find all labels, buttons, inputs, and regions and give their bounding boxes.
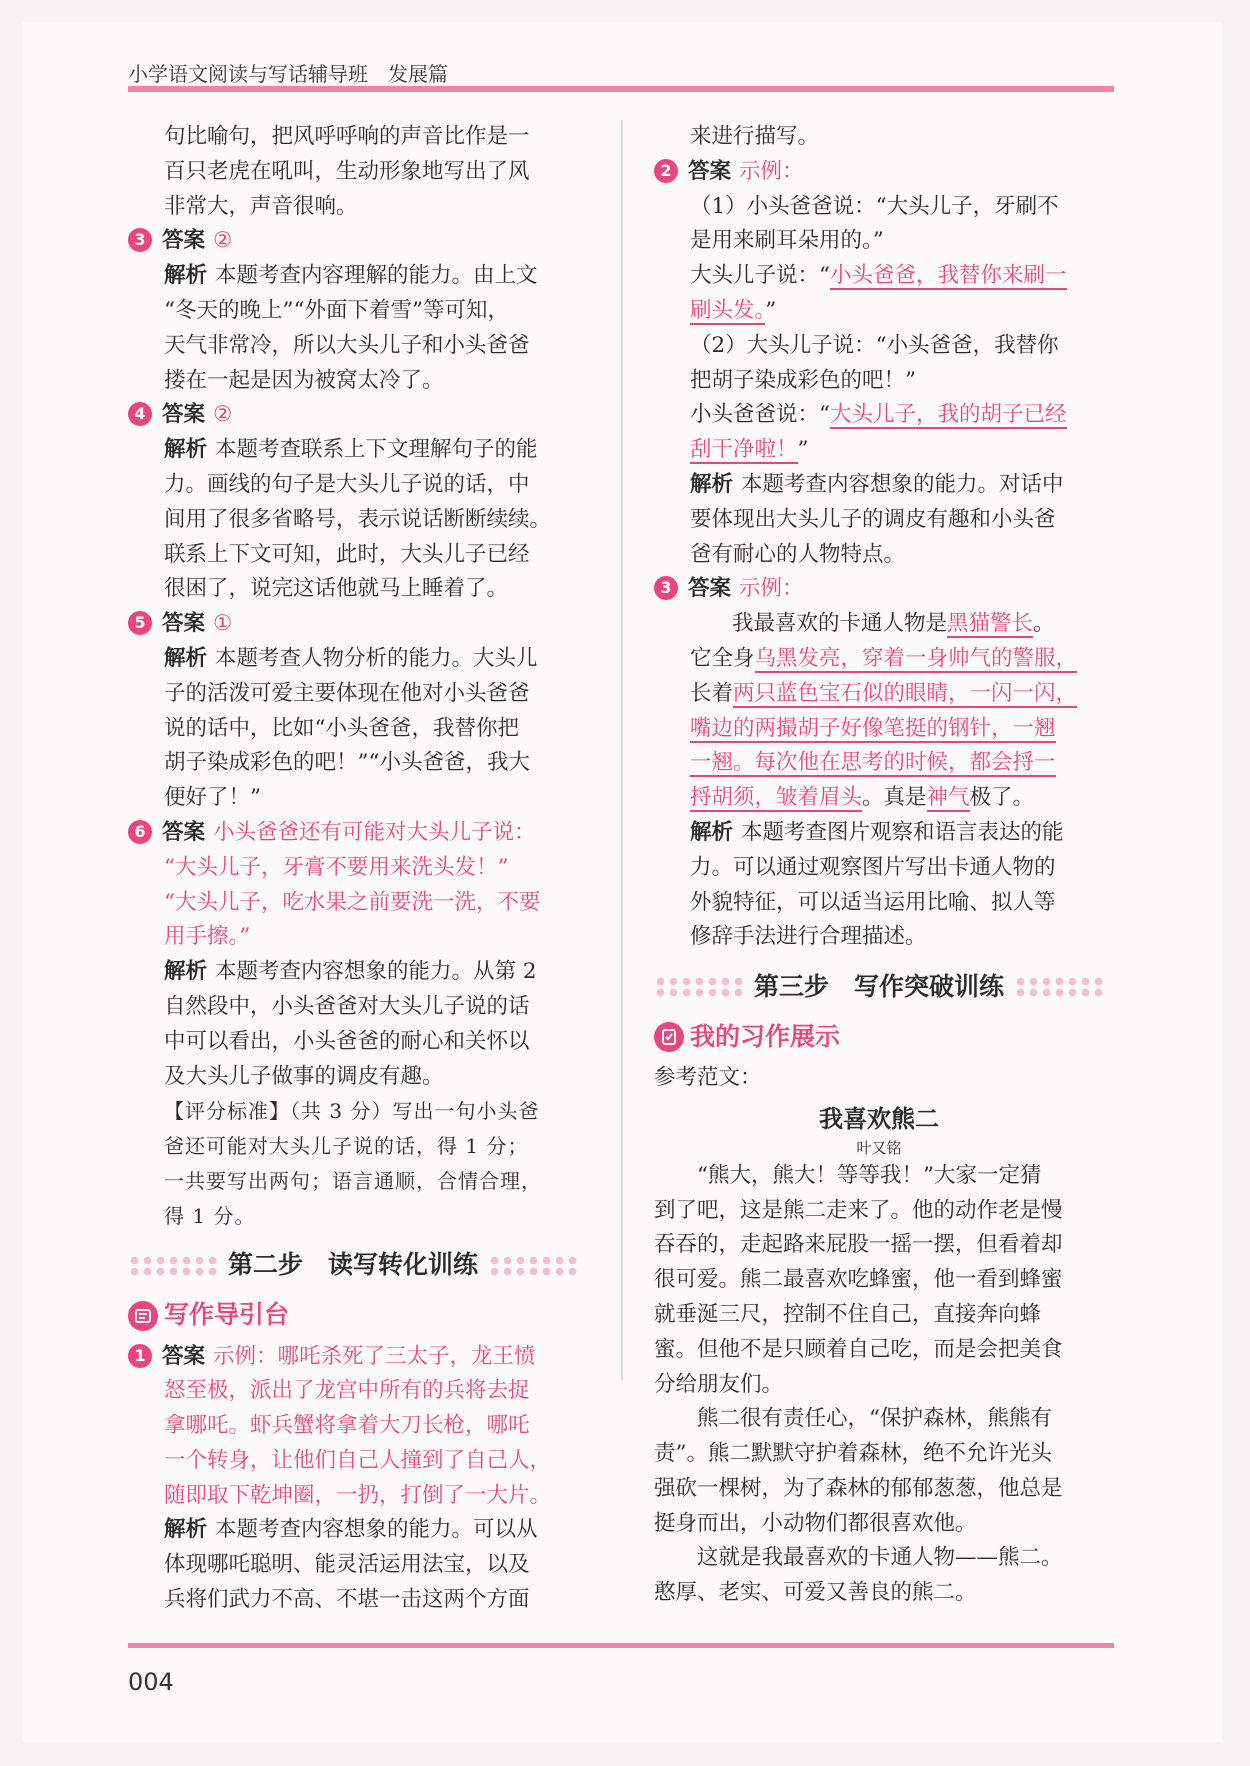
answer-fill: 神气	[926, 785, 970, 811]
answer-label: 答案	[162, 819, 206, 845]
question-number-badge: 1	[128, 1344, 152, 1368]
footer-rule	[128, 1643, 1114, 1648]
answer-label: 答案	[162, 611, 206, 637]
text-line: 要体现出大头儿子的调皮有趣和小头爸	[690, 506, 1056, 532]
text-line: 句比喻句，把风呼呼响的声音比作是一	[164, 124, 530, 149]
text-line: （1）小头爸爸说：“大头儿子，牙刷不	[690, 193, 1059, 219]
header-rule	[128, 86, 1114, 92]
analysis-label: 解析	[164, 645, 208, 671]
text-line: 这就是我最喜欢的卡通人物——熊二。	[697, 1545, 1063, 1571]
essay-paragraph-1	[654, 1159, 1104, 1403]
text-line: 来进行描写。	[690, 124, 820, 149]
question-number-badge: 4	[128, 402, 152, 426]
question-number-badge: 3	[654, 576, 678, 600]
scoring-line: 爸还可能对大头儿子说的话，得 1 分；	[164, 1134, 529, 1159]
section-title: 写作导引台	[164, 1300, 290, 1330]
text-line: 挺身而出，小动物们都很喜欢他。	[654, 1510, 977, 1536]
text-line: 怒至极，派出了龙宫中所有的兵将去捉	[164, 1378, 530, 1404]
answer-label: 答案	[162, 228, 206, 254]
answer-fill: 刷头发。	[690, 297, 766, 323]
text-span: 。真是	[862, 785, 927, 811]
section-title: 我的习作展示	[690, 1021, 841, 1051]
dots-decoration	[1014, 976, 1104, 998]
text-line: “大头儿子，牙膏不要用来洗头发！”	[164, 854, 509, 880]
example-label: 示例：	[739, 576, 804, 602]
scoring-line: 得 1 分。	[164, 1203, 256, 1228]
text-line: 用手擦。”	[164, 924, 251, 950]
text-line: 间用了很多省略号，表示说话断断续续。	[164, 506, 552, 532]
text-span: 它全身	[690, 645, 755, 671]
text-line: 本题考查图片观察和语言表达的能	[741, 819, 1064, 845]
text-line: 体现哪吒聪明、能灵活运用法宝，以及	[164, 1552, 530, 1578]
essay-paragraph-2	[654, 1402, 1104, 1541]
text-line: 到了吧，这是熊二走来了。他的动作老是慢	[654, 1197, 1063, 1223]
answer-fill: 小头爸爸，我替你来刷一	[830, 263, 1067, 289]
text-line: 熊二很有责任心，“保护森林，熊熊有	[697, 1406, 1052, 1432]
section-writing-guide	[128, 1294, 578, 1338]
running-header: 小学语文阅读与写话辅导班 发展篇	[128, 62, 448, 86]
answer-value: 小头爸爸还有可能对大头儿子说：	[213, 819, 536, 845]
answer-fill: 两只蓝色宝石似的眼睛，一闪一闪，	[733, 680, 1078, 706]
section-my-essay	[654, 1015, 1104, 1059]
text-line: 非常大，声音很响。	[164, 193, 358, 219]
scoring-line: 【评分标准】（共 3 分）写出一句小头爸	[164, 1099, 540, 1124]
text-line: “大头儿子，吃水果之前要洗一洗，不要	[164, 889, 541, 915]
text-line: 强砍一棵树，为了森林的郁郁葱葱，他总是	[654, 1475, 1063, 1501]
question-number-badge: 2	[654, 159, 678, 183]
text-line: 兵将们武力不高、不堪一击这两个方面	[164, 1587, 530, 1613]
text-span: ”	[765, 297, 777, 323]
step-title: 第二步 读写转化训练	[228, 1250, 479, 1280]
answer-label: 答案	[688, 158, 732, 184]
text-span: 。	[1033, 611, 1055, 637]
answer-fill: 大头儿子，我的胡子已经	[830, 402, 1067, 428]
answer-5	[128, 607, 578, 816]
text-line: 及大头儿子做事的调皮有趣。	[164, 1063, 444, 1089]
step-2-banner	[128, 1242, 578, 1290]
text-line: 外貌特征，可以适当运用比喻、拟人等	[690, 889, 1056, 915]
question-number-badge: 6	[128, 820, 152, 844]
text-line: 天气非常冷，所以大头儿子和小头爸爸	[164, 332, 530, 358]
answer-2	[654, 155, 1104, 573]
answer-6	[128, 816, 578, 1234]
text-span: 我最喜欢的卡通人物是	[732, 611, 948, 637]
text-line: 憨厚、老实、可爱又善良的熊二。	[654, 1580, 977, 1606]
text-line: 修辞手法进行合理描述。	[690, 924, 927, 950]
text-line: 联系上下文可知，此时，大头儿子已经	[164, 541, 530, 567]
answer-fill: 黑猫警长	[947, 611, 1034, 637]
text-line: 随即取下乾坤圈，一扔，打倒了一大片。	[164, 1482, 552, 1508]
answer-value: 示例：哪吒杀死了三太子，龙王愤	[213, 1343, 536, 1369]
question-number-badge: 5	[128, 611, 152, 635]
text-line: 说的话中，比如“小头爸爸，我替你把	[164, 715, 519, 741]
text-line: 中可以看出，小头爸爸的耐心和关怀以	[164, 1028, 530, 1054]
text-line: 很可爱。熊二最喜欢吃蜂蜜，他一看到蜂蜜	[654, 1267, 1063, 1293]
answer-label: 答案	[162, 402, 206, 428]
text-line: 一个转身，让他们自己人撞到了自己人，	[164, 1447, 552, 1473]
left-column	[128, 120, 578, 1618]
text-span: 小头爸爸说：“	[690, 402, 830, 428]
text-line: 自然段中，小头爸爸对大头儿子说的话	[164, 993, 530, 1019]
essay-icon	[654, 1022, 684, 1052]
answer-fill: 嘴边的两撮胡子好像笔挺的钢针，一翘	[690, 715, 1056, 741]
analysis-label: 解析	[690, 819, 734, 845]
text-line: 百只老虎在吼叫，生动形象地写出了风	[164, 158, 530, 184]
right-column	[654, 120, 1104, 1611]
text-line: 力。画线的句子是大头儿子说的话，中	[164, 471, 530, 497]
text-line: 本题考查联系上下文理解句子的能	[215, 437, 538, 463]
text-line: 本题考查内容想象的能力。从第 2	[215, 959, 537, 985]
answer-3	[128, 224, 578, 398]
answer-3-writing	[654, 572, 1104, 955]
analysis-label: 解析	[164, 437, 208, 463]
text-span: 极了。	[969, 785, 1035, 811]
dots-decoration	[128, 1255, 218, 1277]
text-line: 本题考查内容理解的能力。由上文	[215, 263, 538, 289]
text-line: 拿哪吒。虾兵蟹将拿着大刀长枪，哪吒	[164, 1413, 530, 1439]
text-line: 吞吞的，走起路来屁股一摇一摆，但看着却	[654, 1232, 1063, 1258]
text-span: ”	[797, 437, 809, 463]
text-line: 胡子染成彩色的吧！”“小头爸爸，我大	[164, 750, 530, 776]
essay-author: 叶又铭	[856, 1138, 902, 1157]
text-span: 大头儿子说：“	[690, 263, 830, 289]
analysis-label: 解析	[690, 471, 734, 497]
page-number: 004	[128, 1668, 174, 1696]
reference-label: 参考范文：	[654, 1065, 762, 1091]
intro-text	[128, 120, 578, 224]
answer-4	[128, 398, 578, 607]
scoring-line: 一共要写出两句；语言通顺，合情合理，	[164, 1168, 542, 1193]
question-number-badge: 3	[128, 228, 152, 252]
answer-1	[128, 1340, 578, 1618]
text-line: 便好了！”	[164, 785, 261, 811]
answer-fill: 捋胡须，皱着眉头	[690, 785, 863, 811]
text-line: 爸有耐心的人物特点。	[690, 541, 906, 567]
answer-label: 答案	[162, 1343, 206, 1369]
text-line: 力。可以通过观察图片写出卡通人物的	[690, 854, 1056, 880]
guide-icon	[128, 1301, 158, 1331]
analysis-label: 解析	[164, 1517, 208, 1543]
column-divider	[621, 120, 623, 1380]
answer-value: ②	[213, 402, 233, 428]
text-span: 长着	[690, 680, 734, 706]
text-line: 本题考查内容想象的能力。可以从	[215, 1517, 538, 1543]
text-line: 是用来刷耳朵用的。”	[690, 228, 884, 254]
answer-value: ①	[213, 611, 233, 637]
text-line: 责”。熊二默默守护着森林，绝不允许光头	[654, 1441, 1052, 1467]
text-line: 把胡子染成彩色的吧！”	[690, 367, 916, 393]
example-label: 示例：	[739, 158, 804, 184]
text-line: 本题考查人物分析的能力。大头儿	[215, 645, 538, 671]
dots-decoration	[488, 1255, 578, 1277]
text-line: 就垂涎三尺，控制不住自己，直接奔向蜂	[654, 1301, 1042, 1327]
text-line: 很困了，说完这话他就马上睡着了。	[164, 576, 509, 602]
answer-fill: 乌黑发亮，穿着一身帅气的警服，	[754, 645, 1078, 671]
answer-label: 答案	[688, 576, 732, 602]
text-line: 本题考查内容想象的能力。对话中	[741, 471, 1064, 497]
analysis-label: 解析	[164, 959, 208, 985]
text-line: 子的活泼可爱主要体现在他对小头爸爸	[164, 680, 530, 706]
essay-title: 我喜欢熊二	[819, 1103, 939, 1133]
text-line: 分给朋友们。	[654, 1371, 784, 1397]
essay-paragraph-3	[654, 1541, 1104, 1611]
text-line: “冬天的晚上”“外面下着雪”等可知，	[164, 297, 509, 323]
analysis-label: 解析	[164, 263, 208, 289]
text-line: 搂在一起是因为被窝太冷了。	[164, 367, 444, 393]
text-line: （2）大头儿子说：“小头爸爸，我替你	[690, 332, 1059, 358]
step-title: 第三步 写作突破训练	[754, 971, 1005, 1001]
answer-fill: 一翘。每次他在思考的时候，都会捋一	[690, 750, 1056, 776]
answer-fill: 刮干净啦！	[690, 437, 798, 463]
text-line: “熊大，熊大！等等我！”大家一定猜	[697, 1162, 1042, 1188]
answer-value: ②	[213, 228, 233, 254]
step-3-banner	[654, 963, 1104, 1011]
text-line: 蜜。但他不是只顾着自己吃，而是会把美食	[654, 1336, 1063, 1362]
dots-decoration	[654, 976, 744, 998]
